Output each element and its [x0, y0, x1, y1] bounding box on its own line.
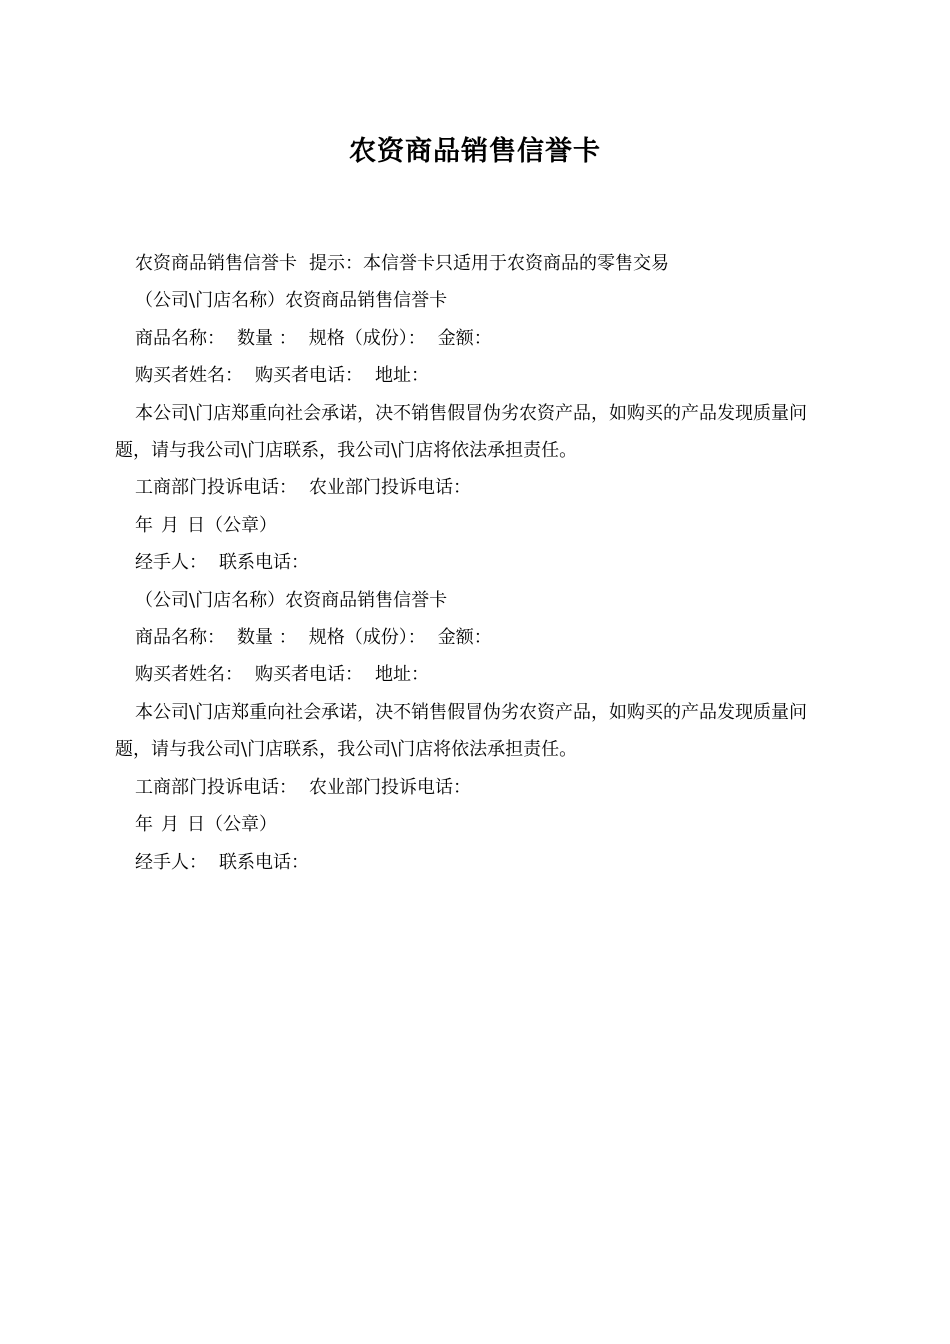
card-2-promise: 本公司\门店郑重向社会承诺，决不销售假冒伪劣农资产品，如购买的产品发现质量问题，请与我公司\门店联系，我公司\门店将依法承担责任。 [115, 701, 808, 761]
commerce-complaint-label: 工商部门投诉电话： [135, 776, 297, 798]
document-body [115, 245, 840, 881]
commerce-complaint-label: 工商部门投诉电话： [135, 477, 297, 499]
intro-tip: 提示：本信誉卡只适用于农资商品的零售交易 [309, 253, 669, 274]
goods-name-label: 商品名称： [135, 327, 225, 349]
goods-name-label: 商品名称： [135, 627, 225, 649]
card-1-header: （公司\门店名称）农资商品销售信誉卡 [135, 290, 448, 312]
day-seal-label: 日（公章） [187, 514, 277, 536]
month-label: 月 [161, 514, 179, 536]
amount-label: 金额： [437, 627, 492, 649]
card-1-date-line [115, 507, 840, 544]
address-label: 地址： [375, 365, 429, 387]
quantity-label: 数量 ： [237, 627, 297, 649]
handler-label: 经手人： [135, 552, 207, 574]
card-2-goods-line [115, 619, 840, 656]
card-1-promise: 本公司\门店郑重向社会承诺，决不销售假冒伪劣农资产品，如购买的产品发现质量问题，请与我公司\门店联系，我公司\门店将依法承担责任。 [115, 402, 808, 462]
card-2-complaint-line [115, 769, 840, 806]
buyer-name-label: 购买者姓名： [135, 365, 243, 387]
quantity-label: 数量 ： [237, 327, 297, 349]
buyer-phone-label: 购买者电话： [255, 664, 363, 686]
card-1-handler-line [115, 544, 840, 581]
document-title: 农资商品销售信誉卡 [349, 136, 601, 167]
intro-line [115, 245, 840, 282]
handler-label: 经手人： [135, 851, 207, 873]
contact-phone-label: 联系电话： [219, 851, 309, 873]
contact-phone-label: 联系电话： [219, 552, 309, 574]
card-2-buyer-line [115, 656, 840, 693]
address-label: 地址： [375, 664, 429, 686]
card-1-complaint-line [115, 469, 840, 506]
buyer-phone-label: 购买者电话： [255, 365, 363, 387]
card-1-goods-line [115, 320, 840, 357]
agriculture-complaint-label: 农业部门投诉电话： [309, 477, 471, 499]
card-2-handler-line [115, 844, 840, 881]
year-label: 年 [135, 814, 153, 836]
card-1-buyer-line [115, 357, 840, 394]
spec-label: 规格（成份）： [308, 327, 426, 349]
spec-label: 规格（成份）： [308, 627, 426, 649]
year-label: 年 [135, 514, 153, 536]
agriculture-complaint-label: 农业部门投诉电话： [309, 776, 471, 798]
buyer-name-label: 购买者姓名： [135, 664, 243, 686]
intro-name: 农资商品销售信誉卡 [135, 253, 297, 274]
card-2-date-line [115, 806, 840, 843]
day-seal-label: 日（公章） [187, 814, 277, 836]
month-label: 月 [161, 814, 179, 836]
amount-label: 金额： [437, 327, 492, 349]
card-2-header: （公司\门店名称）农资商品销售信誉卡 [135, 589, 448, 611]
